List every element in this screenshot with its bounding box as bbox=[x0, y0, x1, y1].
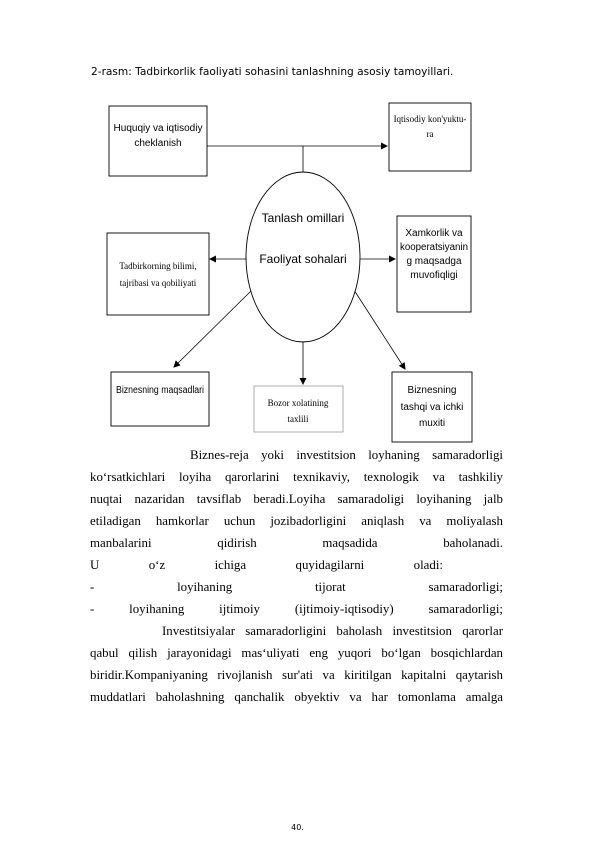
body-line: biridir.Kompaniyaning rivojlanish sur'ati va kiritilgan kapitalni qaytarish bbox=[90, 668, 503, 682]
box-coop-label-1: Xamkorlik va bbox=[405, 228, 463, 239]
box-entrepreneur-knowledge bbox=[107, 233, 209, 315]
body-text bbox=[90, 444, 503, 708]
box-market-analysis bbox=[254, 386, 343, 432]
figure-caption: 2-rasm: Tadbirkorlik faoliyati sohasini tanlashning asosiy tamoyillari. bbox=[91, 66, 454, 78]
box-econ-label-1: Iqtisodiy kon'yuktu- bbox=[393, 114, 467, 124]
page-number: 40. bbox=[291, 823, 304, 832]
body-line: nuqtai nazaridan tavsiflab beradi.Loyiha samaradoligi loyihaning jalb bbox=[90, 492, 503, 506]
box-knowledge-label-1: Tadbirkorning bilimi, bbox=[119, 261, 197, 271]
box-legal-label-2: cheklanish bbox=[134, 138, 182, 149]
body-line: muddatlari baholashning qanchalik obyektiv va har tomonlama amalga bbox=[90, 690, 503, 704]
box-env-label-2: tashqi va ichki bbox=[400, 402, 464, 413]
body-line: - loyihaning ijtimoiy (ijtimoiy-iqtisodiy) samaradorligi; bbox=[90, 602, 503, 616]
body-line: etiladigan hamkorlar uchun jozibadorligini aniqlash va moliyalash bbox=[90, 514, 503, 528]
body-line: manbalarini qidirish maqsadida baholanadi. bbox=[90, 536, 503, 550]
box-coop-label-2: kooperatsiyanin bbox=[400, 242, 468, 253]
box-market-label-2: taxlili bbox=[287, 414, 309, 424]
box-coop-label-4: muvofiqligi bbox=[410, 270, 458, 281]
body-line: Investitsiyalar samaradorligini baholash investitsion qarorlar bbox=[162, 624, 503, 638]
box-business-goals bbox=[111, 372, 209, 426]
box-env-label-3: muxiti bbox=[418, 418, 446, 429]
box-legal-label-1: Huquqiy va iqtisodiy bbox=[113, 123, 203, 134]
body-line: U o‘z ichiga quyidagilarni oladi: bbox=[90, 558, 443, 572]
center-label-1: Tanlash omillari bbox=[261, 211, 345, 225]
body-line: - loyihaning tijorat samaradorligi; bbox=[90, 580, 503, 594]
box-econ-label-2: ra bbox=[426, 129, 434, 139]
box-goals-label: Biznesning maqsadlari bbox=[116, 385, 204, 396]
box-knowledge-label-2: tajribasi va qobiliyati bbox=[119, 278, 197, 288]
center-label-2: Faoliyat sohalari bbox=[259, 252, 347, 266]
body-line: ko‘rsatkichlari loyiha qarorlarini texnikaviy, texnologik va tashkiliy bbox=[90, 470, 503, 484]
body-line: Biznes-reja yoki investitsion loyhaning samaradorligi bbox=[190, 448, 503, 462]
box-coop-label-3: g maqsadga bbox=[406, 256, 462, 267]
body-line: qabul qilish jarayonidagi mas‘uliyati eng yuqori bo‘lgan bosqichlardan bbox=[90, 646, 503, 660]
box-env-label-1: Biznesning bbox=[407, 385, 457, 396]
box-market-label-1: Bozor xolatining bbox=[267, 398, 329, 408]
